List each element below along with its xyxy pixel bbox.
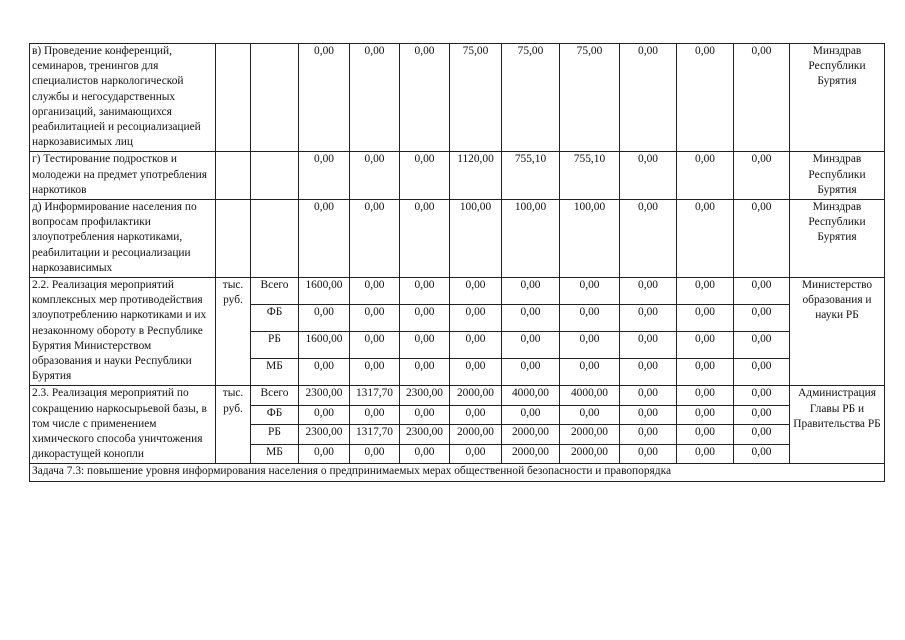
table-body	[30, 44, 885, 482]
value-cell: 0,00	[450, 405, 502, 425]
value-cell: 0,00	[502, 332, 560, 359]
value-cell: 1120,00	[450, 152, 502, 200]
value-cell: 4000,00	[502, 386, 560, 406]
value-cell: 1317,70	[350, 425, 400, 445]
value-cell: 0,00	[502, 278, 560, 305]
value-cell: 0,00	[400, 405, 450, 425]
activity-name: 2.2. Реализация мероприятий комплексных мер противодействия злоупотреблению наркотиками и их незаконному обороту в Республике Бурятия Министерством образования и науки Республики Бурятия	[30, 278, 216, 386]
value-cell: 0,00	[450, 444, 502, 464]
value-cell: 0,00	[400, 152, 450, 200]
value-cell: 0,00	[560, 359, 620, 386]
unit-cell: тыс. руб.	[216, 278, 251, 386]
value-cell: 0,00	[299, 200, 350, 278]
value-cell: 0,00	[560, 305, 620, 332]
value-cell: 0,00	[450, 332, 502, 359]
activity-name: д) Информирование населения по вопросам профилактики злоупотребления наркотиками, реабилитации и ресоциализации наркозависимых	[30, 200, 216, 278]
unit-cell	[216, 44, 251, 152]
value-cell: 0,00	[560, 405, 620, 425]
value-cell: 0,00	[450, 278, 502, 305]
value-cell: 2300,00	[400, 386, 450, 406]
source-cell: МБ	[251, 444, 299, 464]
source-cell: ФБ	[251, 305, 299, 332]
value-cell: 0,00	[677, 386, 734, 406]
activity-name: г) Тестирование подростков и молодежи на предмет употребления наркотиков	[30, 152, 216, 200]
value-cell: 2300,00	[299, 386, 350, 406]
value-cell: 0,00	[299, 305, 350, 332]
value-cell: 0,00	[400, 332, 450, 359]
executor-cell: Минздрав Республики Бурятия	[790, 44, 885, 152]
unit-cell: тыс. руб.	[216, 386, 251, 464]
value-cell: 0,00	[400, 278, 450, 305]
table-row	[30, 278, 885, 305]
value-cell: 2000,00	[450, 425, 502, 445]
value-cell: 0,00	[734, 425, 790, 445]
value-cell: 0,00	[677, 444, 734, 464]
value-cell: 755,10	[502, 152, 560, 200]
value-cell: 100,00	[450, 200, 502, 278]
value-cell: 0,00	[734, 444, 790, 464]
value-cell: 0,00	[299, 359, 350, 386]
source-cell: Всего	[251, 386, 299, 406]
value-cell: 0,00	[620, 332, 677, 359]
unit-cell	[216, 152, 251, 200]
executor-cell: Министерство образования и науки РБ	[790, 278, 885, 386]
value-cell: 0,00	[620, 405, 677, 425]
value-cell: 1600,00	[299, 278, 350, 305]
value-cell: 0,00	[620, 278, 677, 305]
value-cell: 0,00	[450, 359, 502, 386]
value-cell: 2300,00	[299, 425, 350, 445]
value-cell: 0,00	[677, 200, 734, 278]
value-cell: 0,00	[620, 44, 677, 152]
executor-cell: Минздрав Республики Бурятия	[790, 200, 885, 278]
value-cell: 0,00	[400, 305, 450, 332]
value-cell: 0,00	[677, 359, 734, 386]
value-cell: 4000,00	[560, 386, 620, 406]
value-cell: 2000,00	[450, 386, 502, 406]
source-cell: РБ	[251, 425, 299, 445]
value-cell: 0,00	[734, 152, 790, 200]
value-cell: 0,00	[677, 278, 734, 305]
value-cell: 75,00	[450, 44, 502, 152]
value-cell: 0,00	[350, 44, 400, 152]
value-cell: 0,00	[734, 386, 790, 406]
executor-cell: Минздрав Республики Бурятия	[790, 152, 885, 200]
program-table	[29, 43, 885, 482]
value-cell: 0,00	[299, 44, 350, 152]
value-cell: 0,00	[400, 444, 450, 464]
value-cell: 0,00	[734, 305, 790, 332]
value-cell: 0,00	[350, 359, 400, 386]
source-cell	[251, 44, 299, 152]
activity-name: 2.3. Реализация мероприятий по сокращению наркосырьевой базы, в том числе с применением химического способа уничтожения дикорастущей конопли	[30, 386, 216, 464]
value-cell: 100,00	[502, 200, 560, 278]
value-cell: 0,00	[734, 359, 790, 386]
value-cell: 0,00	[350, 278, 400, 305]
value-cell: 0,00	[620, 200, 677, 278]
value-cell: 0,00	[620, 305, 677, 332]
value-cell: 0,00	[350, 200, 400, 278]
value-cell: 0,00	[350, 405, 400, 425]
value-cell: 0,00	[620, 386, 677, 406]
value-cell: 0,00	[677, 152, 734, 200]
value-cell: 0,00	[400, 200, 450, 278]
value-cell: 0,00	[677, 44, 734, 152]
value-cell: 0,00	[299, 152, 350, 200]
value-cell: 0,00	[734, 405, 790, 425]
value-cell: 0,00	[400, 44, 450, 152]
value-cell: 2000,00	[502, 425, 560, 445]
value-cell: 2000,00	[502, 444, 560, 464]
value-cell: 0,00	[400, 359, 450, 386]
value-cell: 0,00	[502, 305, 560, 332]
source-cell: МБ	[251, 359, 299, 386]
value-cell: 100,00	[560, 200, 620, 278]
value-cell: 0,00	[734, 200, 790, 278]
value-cell: 0,00	[734, 278, 790, 305]
value-cell: 0,00	[350, 332, 400, 359]
value-cell: 0,00	[677, 405, 734, 425]
table-row	[30, 44, 885, 152]
value-cell: 0,00	[677, 425, 734, 445]
value-cell: 1600,00	[299, 332, 350, 359]
table-row	[30, 386, 885, 406]
value-cell: 0,00	[734, 332, 790, 359]
executor-cell: Администрация Главы РБ и Правительства РБ	[790, 386, 885, 464]
value-cell: 0,00	[677, 305, 734, 332]
value-cell: 0,00	[620, 359, 677, 386]
value-cell: 0,00	[560, 332, 620, 359]
value-cell: 0,00	[620, 152, 677, 200]
value-cell: 75,00	[502, 44, 560, 152]
value-cell: 2000,00	[560, 444, 620, 464]
source-cell: РБ	[251, 332, 299, 359]
value-cell: 0,00	[450, 305, 502, 332]
value-cell: 0,00	[677, 332, 734, 359]
source-cell	[251, 200, 299, 278]
source-cell: Всего	[251, 278, 299, 305]
value-cell: 0,00	[502, 359, 560, 386]
value-cell: 2300,00	[400, 425, 450, 445]
value-cell: 755,10	[560, 152, 620, 200]
value-cell: 0,00	[620, 425, 677, 445]
table-row	[30, 200, 885, 278]
value-cell: 0,00	[350, 305, 400, 332]
source-cell	[251, 152, 299, 200]
value-cell: 75,00	[560, 44, 620, 152]
source-cell: ФБ	[251, 405, 299, 425]
activity-name: в) Проведение конференций, семинаров, тренингов для специалистов наркологической службы и негосударственных организаций, занимающихся реабилитацией и ресоциализацией наркозависимых лиц	[30, 44, 216, 152]
value-cell: 0,00	[299, 405, 350, 425]
task-row	[30, 464, 885, 481]
value-cell: 0,00	[502, 405, 560, 425]
table-row	[30, 152, 885, 200]
unit-cell	[216, 200, 251, 278]
value-cell: 0,00	[620, 444, 677, 464]
value-cell: 1317,70	[350, 386, 400, 406]
value-cell: 0,00	[734, 44, 790, 152]
value-cell: 0,00	[560, 278, 620, 305]
value-cell: 2000,00	[560, 425, 620, 445]
value-cell: 0,00	[350, 152, 400, 200]
task-text: Задача 7.3: повышение уровня информирования населения о предпринимаемых мерах общественной безопасности и правопорядка	[30, 464, 885, 481]
value-cell: 0,00	[299, 444, 350, 464]
value-cell: 0,00	[350, 444, 400, 464]
